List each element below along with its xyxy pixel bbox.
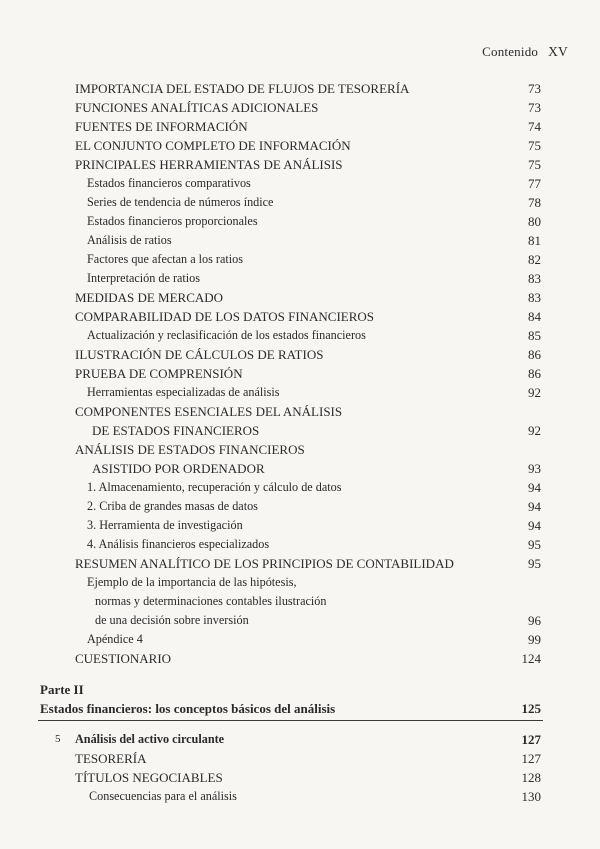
toc-entry (0, 250, 600, 269)
toc-entry-page: 99 (528, 632, 541, 647)
table-of-contents (0, 79, 600, 806)
toc-entry (0, 98, 600, 117)
toc-entry (0, 649, 600, 668)
header-page-number: XV (548, 44, 568, 59)
toc-entry (0, 749, 600, 768)
toc-entry-page: 128 (521, 770, 541, 785)
toc-entry (0, 364, 600, 383)
toc-entry-page: 92 (528, 385, 541, 400)
rule-wrapper (0, 718, 600, 730)
toc-entry-page: 85 (528, 328, 541, 343)
toc-entry-page: 130 (521, 789, 541, 804)
toc-entry-title: 4. Análisis financieros especializados (87, 537, 270, 551)
toc-entry (0, 516, 600, 535)
toc-entry-page: 95 (528, 556, 541, 571)
toc-entry-title: ASISTIDO POR ORDENADOR (92, 461, 265, 476)
toc-entry (0, 155, 600, 174)
toc-entry-title: IMPORTANCIA DEL ESTADO DE FLUJOS DE TESORERÍA (75, 81, 410, 96)
toc-entry (0, 269, 600, 288)
toc-entry-page: 94 (528, 480, 541, 495)
toc-entry-page: 73 (528, 100, 541, 115)
toc-entry (0, 345, 600, 364)
toc-entry-title: de una decisión sobre inversión (95, 613, 249, 627)
toc-entry (0, 459, 600, 478)
toc-entry-page: 77 (528, 176, 541, 191)
toc-entry-title: 2. Criba de grandes masas de datos (87, 499, 258, 513)
running-header (482, 44, 568, 60)
toc-entry-page: 96 (528, 613, 541, 628)
toc-entry-title: COMPONENTES ESENCIALES DEL ANÁLISIS (75, 404, 343, 419)
toc-entry-title: 1. Almacenamiento, recuperación y cálculo de datos (87, 480, 342, 494)
chapter-title: Análisis del activo circulante (75, 732, 225, 746)
toc-entry-page: 86 (528, 347, 541, 362)
spacer (0, 668, 600, 680)
toc-entry-page: 78 (528, 195, 541, 210)
toc-entry-title: PRUEBA DE COMPRENSIÓN (75, 366, 243, 381)
toc-entry-page: 82 (528, 252, 541, 267)
toc-entry-page: 93 (528, 461, 541, 476)
toc-entry (0, 174, 600, 193)
toc-entry-title: Apéndice 4 (87, 632, 143, 646)
toc-entry (0, 136, 600, 155)
toc-entry (0, 554, 600, 573)
toc-entry-title: COMPARABILIDAD DE LOS DATOS FINANCIEROS (75, 309, 375, 324)
header-title: Contenido (482, 44, 539, 59)
toc-entry-title: Estados financieros proporcionales (87, 214, 258, 228)
toc-entry-page: 86 (528, 366, 541, 381)
part-title-row (0, 699, 600, 718)
toc-entry (0, 497, 600, 516)
toc-entry-page: 83 (528, 271, 541, 286)
toc-entry (0, 787, 600, 806)
toc-entry-page: 81 (528, 233, 541, 248)
toc-entry (0, 478, 600, 497)
toc-entry-title: Herramientas especializadas de análisis (87, 385, 280, 399)
toc-entry-title: MEDIDAS DE MERCADO (75, 290, 224, 305)
toc-entry-page: 74 (528, 119, 541, 134)
toc-entry-page: 124 (521, 651, 541, 666)
toc-entry (0, 117, 600, 136)
toc-entry-title: ANÁLISIS DE ESTADOS FINANCIEROS (75, 442, 305, 457)
toc-entry-title: FUENTES DE INFORMACIÓN (75, 119, 248, 134)
toc-entry (0, 630, 600, 649)
chapter-page: 127 (521, 732, 541, 747)
toc-entry-title: Interpretación de ratios (87, 271, 201, 285)
toc-entry-title: Series de tendencia de números índice (87, 195, 274, 209)
toc-entry-title: TESORERÍA (75, 751, 147, 766)
toc-entry-title: TÍTULOS NEGOCIABLES (75, 770, 223, 785)
chapter-row (0, 730, 600, 749)
toc-entry-title: 3. Herramienta de investigación (87, 518, 243, 532)
toc-entry-title: Actualización y reclasificación de los estados financieros (87, 328, 366, 342)
toc-section-a (0, 79, 600, 668)
part-page: 125 (521, 701, 541, 716)
toc-entry (0, 79, 600, 98)
toc-entry-page: 94 (528, 499, 541, 514)
toc-entry-title: FUNCIONES ANALÍTICAS ADICIONALES (75, 100, 319, 115)
toc-entry (0, 768, 600, 787)
toc-entry (0, 326, 600, 345)
toc-entry (0, 402, 600, 421)
toc-entry (0, 307, 600, 326)
toc-entry-title: normas y determinaciones contables ilustración (95, 594, 327, 608)
toc-entry-title: Consecuencias para el análisis (89, 789, 237, 803)
toc-entry-title: EL CONJUNTO COMPLETO DE INFORMACIÓN (75, 138, 351, 153)
toc-entry-page: 127 (521, 751, 541, 766)
chapter-number: 5 (55, 733, 61, 745)
toc-entry (0, 592, 600, 611)
toc-entry (0, 535, 600, 554)
toc-entry-page: 95 (528, 537, 541, 552)
part-title: Estados financieros: los conceptos básicos del análisis (40, 701, 336, 716)
toc-entry-page: 83 (528, 290, 541, 305)
toc-entry (0, 231, 600, 250)
toc-entry-title: RESUMEN ANALÍTICO DE LOS PRINCIPIOS DE CONTABILIDAD (75, 556, 454, 571)
part-divider-rule (38, 720, 543, 721)
toc-entry-page: 84 (528, 309, 541, 324)
toc-entry-page: 94 (528, 518, 541, 533)
toc-entry (0, 383, 600, 402)
toc-entry-title: Factores que afectan a los ratios (87, 252, 244, 266)
toc-entry-title: CUESTIONARIO (75, 651, 172, 666)
toc-entry-title: PRINCIPALES HERRAMIENTAS DE ANÁLISIS (75, 157, 343, 172)
toc-section-b (0, 749, 600, 806)
toc-entry-page: 80 (528, 214, 541, 229)
toc-entry-title: Estados financieros comparativos (87, 176, 251, 190)
toc-entry-page: 75 (528, 157, 541, 172)
toc-entry (0, 193, 600, 212)
toc-entry (0, 288, 600, 307)
toc-entry-page: 73 (528, 81, 541, 96)
toc-entry (0, 421, 600, 440)
toc-entry-title: Ejemplo de la importancia de las hipótesis, (87, 575, 297, 589)
toc-entry (0, 611, 600, 630)
toc-entry-title: Análisis de ratios (87, 233, 172, 247)
part-label: Parte II (40, 682, 84, 697)
toc-entry-title: DE ESTADOS FINANCIEROS (92, 423, 260, 438)
toc-entry-page: 75 (528, 138, 541, 153)
toc-entry (0, 440, 600, 459)
toc-entry (0, 212, 600, 231)
toc-entry-page: 92 (528, 423, 541, 438)
toc-entry (0, 573, 600, 592)
part-label-row (0, 680, 600, 699)
toc-entry-title: ILUSTRACIÓN DE CÁLCULOS DE RATIOS (75, 347, 324, 362)
